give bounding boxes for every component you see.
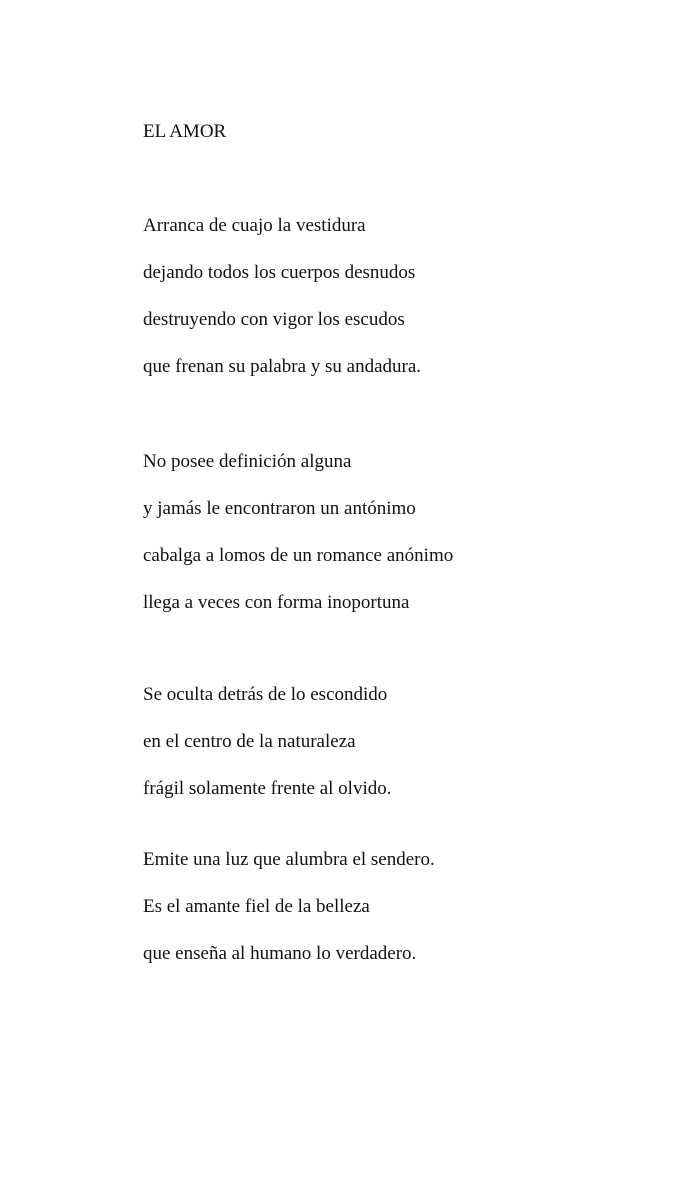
verse-line: Emite una luz que alumbra el sendero. (143, 849, 435, 870)
verse-line: cabalga a lomos de un romance anónimo (143, 545, 454, 566)
stanza-1 (143, 214, 421, 379)
stanza-2 (143, 450, 453, 615)
stanza-3 (143, 683, 392, 801)
verse-line: No posee definición alguna (143, 451, 352, 472)
verse-line: en el centro de la naturaleza (143, 731, 356, 752)
verse-line: destruyendo con vigor los escudos (143, 309, 405, 330)
verse-line: y jamás le encontraron un antónimo (143, 498, 416, 519)
verse-line: frágil solamente frente al olvido. (143, 778, 392, 799)
poem-title: EL AMOR (143, 121, 227, 142)
verse-line: Se oculta detrás de lo escondido (143, 684, 388, 705)
verse-line: que frenan su palabra y su andadura. (143, 356, 422, 377)
verse-line: que enseña al humano lo verdadero. (143, 943, 417, 964)
verse-line: Arranca de cuajo la vestidura (143, 215, 366, 236)
verse-line: Es el amante fiel de la belleza (143, 896, 370, 917)
verse-line: dejando todos los cuerpos desnudos (143, 262, 416, 283)
stanza-4 (143, 848, 435, 966)
verse-line: llega a veces con forma inoportuna (143, 592, 410, 613)
